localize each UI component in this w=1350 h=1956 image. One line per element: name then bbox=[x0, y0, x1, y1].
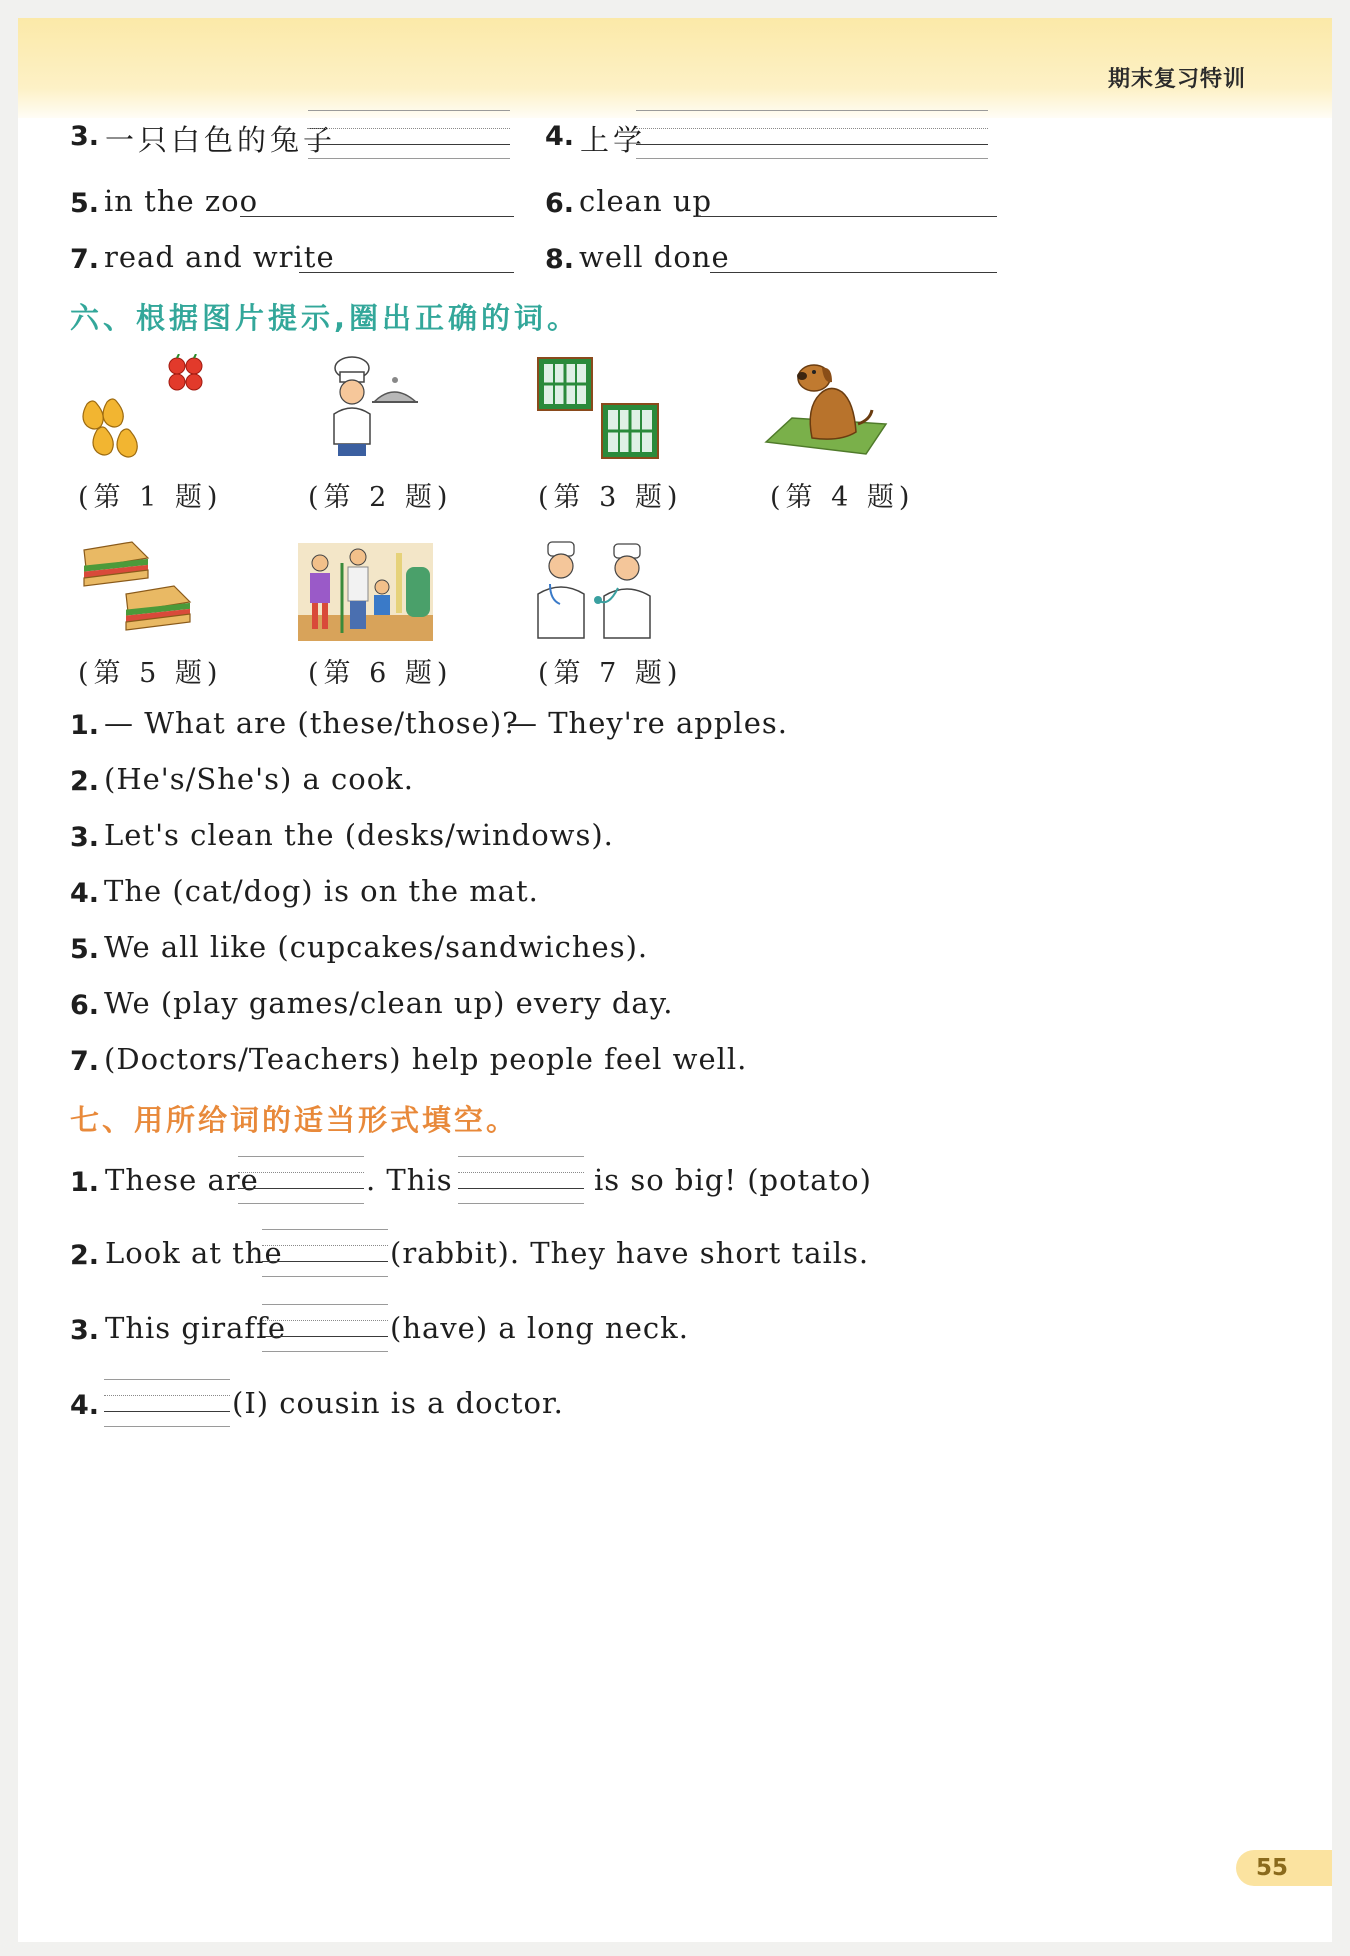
item-text: well done bbox=[579, 240, 730, 274]
picture-caption: (第 2 题) bbox=[308, 482, 453, 513]
question-text: (Doctors/Teachers) help people feel well. bbox=[104, 1042, 748, 1076]
answer-line[interactable] bbox=[104, 1411, 230, 1412]
doctors-picture bbox=[530, 540, 660, 640]
answer-line[interactable] bbox=[262, 1336, 388, 1337]
writing-line-dotted bbox=[636, 128, 988, 129]
cook-picture bbox=[324, 354, 424, 466]
question-text: (have) a long neck. bbox=[390, 1311, 689, 1345]
answer-line[interactable] bbox=[240, 216, 514, 217]
picture-caption: (第 1 题) bbox=[78, 482, 223, 513]
item-text: 上学 bbox=[580, 123, 647, 157]
question-text: is so big! (potato) bbox=[594, 1163, 872, 1197]
writing-line-top bbox=[262, 1229, 388, 1230]
item-number: 5. bbox=[70, 188, 100, 219]
question-number: 2. bbox=[70, 766, 100, 797]
page-number: 55 bbox=[1236, 1850, 1332, 1886]
answer-line[interactable] bbox=[695, 216, 997, 217]
writing-line-dotted bbox=[104, 1395, 230, 1396]
answer-line[interactable] bbox=[710, 272, 997, 273]
writing-line-bottom bbox=[238, 1203, 364, 1204]
writing-line-bottom bbox=[636, 158, 988, 159]
question-number: 2. bbox=[70, 1240, 100, 1271]
pears-apples-picture bbox=[73, 354, 208, 464]
question-number: 6. bbox=[70, 990, 100, 1021]
question-number: 4. bbox=[70, 1390, 100, 1421]
item-number: 8. bbox=[545, 244, 575, 275]
answer-line[interactable] bbox=[299, 272, 514, 273]
writing-line-top bbox=[104, 1379, 230, 1380]
writing-line-top bbox=[458, 1156, 584, 1157]
question-text: This giraffe bbox=[105, 1311, 287, 1345]
header-title: 期末复习特训 bbox=[1107, 67, 1246, 92]
question-number: 5. bbox=[70, 934, 100, 965]
writing-line-bottom bbox=[458, 1203, 584, 1204]
item-text: read and write bbox=[104, 240, 335, 274]
workbook-page bbox=[18, 18, 1332, 1942]
question-number: 3. bbox=[70, 1315, 100, 1346]
question-text: . This bbox=[366, 1163, 453, 1197]
question-text: These are bbox=[105, 1163, 259, 1197]
writing-line-top bbox=[636, 110, 988, 111]
picture-caption: (第 7 题) bbox=[538, 658, 683, 689]
picture-caption: (第 6 题) bbox=[308, 658, 453, 689]
picture-caption: (第 5 题) bbox=[78, 658, 223, 689]
section-6-title: 六、根据图片提示,圈出正确的词。 bbox=[70, 301, 581, 335]
answer-line[interactable] bbox=[238, 1188, 364, 1189]
question-number: 4. bbox=[70, 878, 100, 909]
question-number: 1. bbox=[70, 710, 100, 741]
item-text: 一只白色的兔子 bbox=[105, 123, 337, 157]
question-text: (He's/She's) a cook. bbox=[104, 762, 414, 796]
question-text: — What are (these/those)? bbox=[104, 706, 519, 740]
question-text: (I) cousin is a doctor. bbox=[232, 1386, 564, 1420]
writing-line-dotted bbox=[458, 1172, 584, 1173]
picture-caption: (第 3 题) bbox=[538, 482, 683, 513]
picture-caption: (第 4 题) bbox=[770, 482, 915, 513]
writing-line-top bbox=[238, 1156, 364, 1157]
item-number: 6. bbox=[545, 188, 575, 219]
question-number: 3. bbox=[70, 822, 100, 853]
family-cleaning-picture bbox=[298, 543, 433, 641]
windows-picture bbox=[536, 356, 661, 461]
question-text: The (cat/dog) is on the mat. bbox=[104, 874, 539, 908]
item-text: in the zoo bbox=[104, 184, 259, 218]
question-text: (rabbit). They have short tails. bbox=[390, 1236, 870, 1270]
answer-line[interactable] bbox=[308, 144, 510, 145]
sandwiches-picture bbox=[80, 538, 192, 633]
writing-line-dotted bbox=[262, 1320, 388, 1321]
writing-line-bottom bbox=[104, 1426, 230, 1427]
writing-line-dotted bbox=[262, 1245, 388, 1246]
item-text: clean up bbox=[579, 184, 713, 218]
question-number: 1. bbox=[70, 1167, 100, 1198]
item-number: 3. bbox=[70, 121, 100, 152]
question-text: Let's clean the (desks/windows). bbox=[104, 818, 614, 852]
answer-line[interactable] bbox=[636, 144, 988, 145]
answer-line[interactable] bbox=[458, 1188, 584, 1189]
writing-line-bottom bbox=[262, 1276, 388, 1277]
answer-line[interactable] bbox=[262, 1261, 388, 1262]
writing-line-dotted bbox=[308, 128, 510, 129]
dog-on-mat-picture bbox=[762, 354, 892, 464]
writing-line-bottom bbox=[308, 158, 510, 159]
writing-line-top bbox=[262, 1304, 388, 1305]
question-text: We all like (cupcakes/sandwiches). bbox=[104, 930, 649, 964]
writing-line-top bbox=[308, 110, 510, 111]
question-text: Look at the bbox=[105, 1236, 283, 1270]
question-number: 7. bbox=[70, 1046, 100, 1077]
question-answer: — They're apples. bbox=[508, 706, 788, 740]
question-text: We (play games/clean up) every day. bbox=[104, 986, 674, 1020]
writing-line-bottom bbox=[262, 1351, 388, 1352]
section-7-title: 七、用所给词的适当形式填空。 bbox=[70, 1103, 519, 1137]
item-number: 4. bbox=[545, 121, 575, 152]
writing-line-dotted bbox=[238, 1172, 364, 1173]
item-number: 7. bbox=[70, 244, 100, 275]
